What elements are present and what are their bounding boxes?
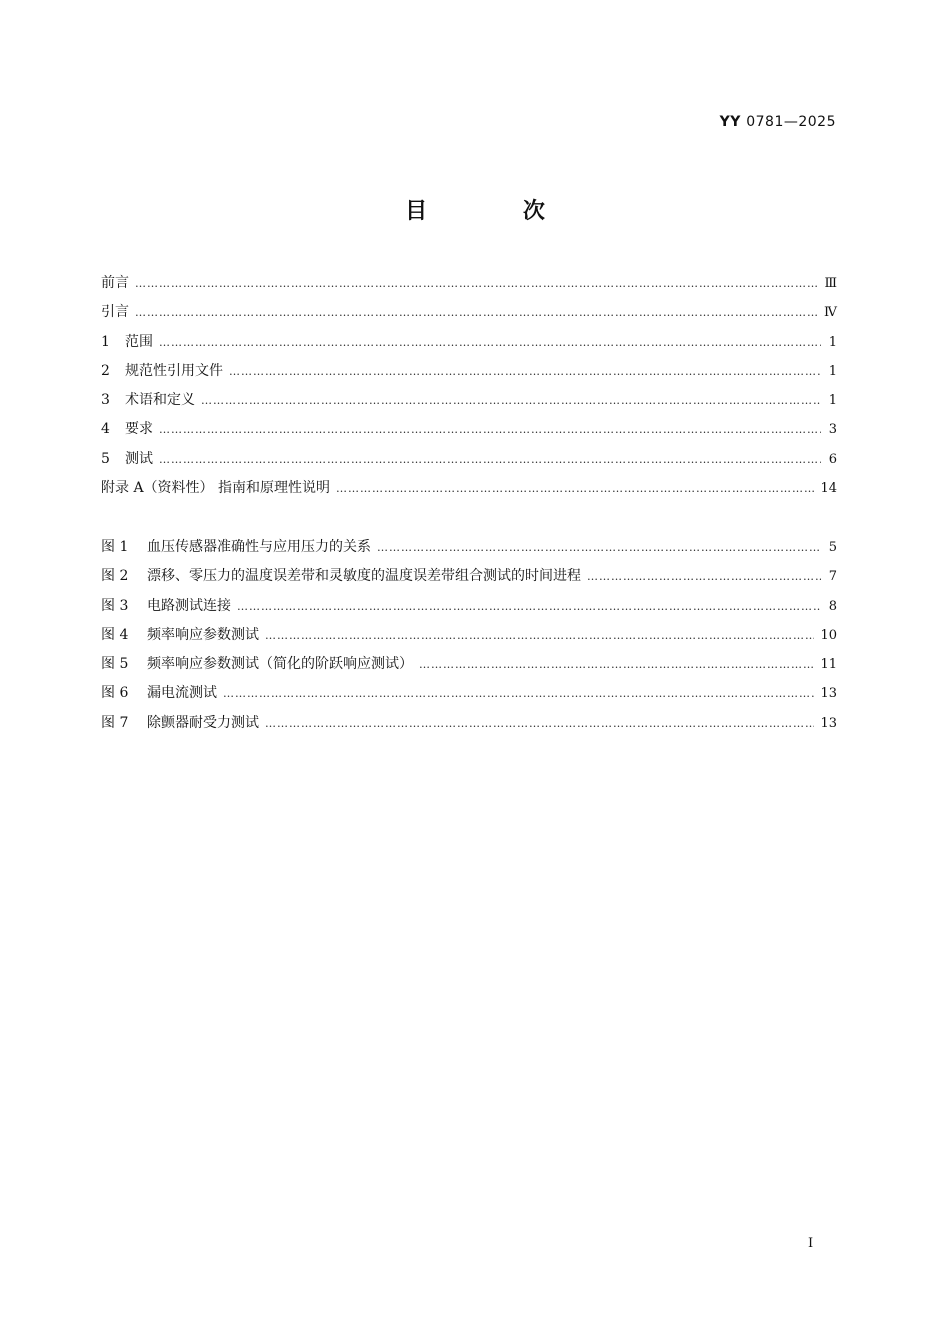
- toc-entry-page: 14: [820, 481, 837, 497]
- figure-entry-number: 图 3: [101, 597, 129, 614]
- page-number: Ⅰ: [808, 1236, 814, 1251]
- toc-list: [101, 273, 837, 507]
- leader-dots: [229, 362, 821, 382]
- leader-dots: [201, 391, 821, 411]
- leader-dots: [377, 538, 821, 558]
- toc-entry-label: 引言: [101, 304, 129, 321]
- figure-entry-number: 图 1: [101, 539, 129, 555]
- figure-entry-page: 10: [820, 627, 837, 643]
- toc-entry-terms[interactable]: [101, 390, 837, 419]
- figure-entry-number: 图 7: [101, 714, 129, 731]
- toc-entry-scope[interactable]: [101, 332, 837, 361]
- figure-entry-number: 图 6: [101, 685, 129, 702]
- toc-entry-label: 范围: [125, 333, 153, 350]
- figure-entry-label: 除颤器耐受力测试: [147, 714, 259, 731]
- leader-dots: [223, 684, 814, 704]
- toc-entry-number: 5: [101, 450, 110, 467]
- figure-entry-page: 13: [820, 715, 837, 731]
- figure-entry-page: 5: [828, 540, 837, 555]
- figure-entry-page: 7: [828, 569, 837, 585]
- standard-code-prefix: YY: [719, 114, 741, 130]
- toc-entry-label: 测试: [125, 450, 153, 467]
- leader-dots: [159, 450, 821, 470]
- figure-entry-2[interactable]: [101, 566, 837, 595]
- leader-dots: [135, 303, 818, 323]
- toc-entry-page: 1: [828, 334, 837, 350]
- toc-entry-page: 6: [828, 451, 837, 467]
- leader-dots: [419, 655, 814, 675]
- toc-entry-page: 1: [828, 363, 837, 379]
- figure-entry-number: 图 4: [101, 626, 129, 643]
- leader-dots: [159, 333, 821, 353]
- toc-entry-annex-a[interactable]: [101, 478, 837, 507]
- toc-entry-label: 要求: [125, 421, 153, 438]
- toc-entry-number: 1: [101, 333, 110, 350]
- leader-dots: [336, 479, 814, 499]
- toc-entry-label: 附录 A（资料性） 指南和原理性说明: [101, 480, 331, 497]
- standard-code-number: 0781—2025: [746, 114, 836, 130]
- toc-entry-number: 4: [101, 421, 110, 438]
- figure-entry-page: 8: [828, 598, 837, 614]
- figure-entry-number: 图 5: [101, 656, 129, 673]
- toc-entry-introduction[interactable]: [101, 302, 837, 331]
- toc-entry-requirements[interactable]: [101, 419, 837, 448]
- figure-entry-4[interactable]: [101, 625, 837, 654]
- figure-entry-label: 血压传感器准确性与应用压力的关系: [147, 539, 371, 555]
- toc-entry-number: 3: [101, 392, 110, 409]
- leader-dots: [587, 567, 821, 587]
- leader-dots: [265, 626, 814, 646]
- standard-code: [720, 114, 836, 130]
- figure-entry-number: 图 2: [101, 568, 129, 585]
- toc-entry-page: 3: [828, 422, 837, 438]
- leader-dots: [265, 714, 814, 734]
- toc-entry-page: 1: [828, 393, 837, 409]
- figure-entry-label: 电路测试连接: [147, 597, 231, 614]
- figure-entry-7[interactable]: [101, 713, 837, 742]
- figure-list: [101, 537, 837, 742]
- toc-entry-foreword[interactable]: [101, 273, 837, 302]
- figure-entry-1[interactable]: [101, 537, 837, 566]
- page-title: 目 次: [405, 199, 589, 224]
- figure-entry-page: 13: [820, 686, 837, 702]
- toc-entry-number: 2: [101, 362, 110, 379]
- toc-entry-page: Ⅲ: [824, 276, 837, 291]
- figure-entry-5[interactable]: [101, 654, 837, 683]
- toc-entry-label: 规范性引用文件: [125, 362, 223, 379]
- leader-dots: [237, 597, 821, 617]
- figure-entry-label: 频率响应参数测试: [147, 626, 259, 643]
- leader-dots: [135, 274, 818, 294]
- figure-entry-label: 漏电流测试: [147, 685, 217, 702]
- figure-entry-3[interactable]: [101, 596, 837, 625]
- toc-entry-normative-references[interactable]: [101, 361, 837, 390]
- figure-entry-label: 漂移、零压力的温度误差带和灵敏度的温度误差带组合测试的时间进程: [147, 568, 581, 585]
- figure-entry-page: 11: [820, 657, 837, 673]
- toc-entry-page: Ⅳ: [824, 305, 837, 321]
- toc-entry-label: 术语和定义: [125, 392, 195, 409]
- toc-entry-label: 前言: [101, 275, 129, 291]
- leader-dots: [159, 420, 821, 440]
- figure-entry-6[interactable]: [101, 683, 837, 712]
- toc-entry-tests[interactable]: [101, 449, 837, 478]
- figure-entry-label: 频率响应参数测试（简化的阶跃响应测试）: [147, 656, 413, 673]
